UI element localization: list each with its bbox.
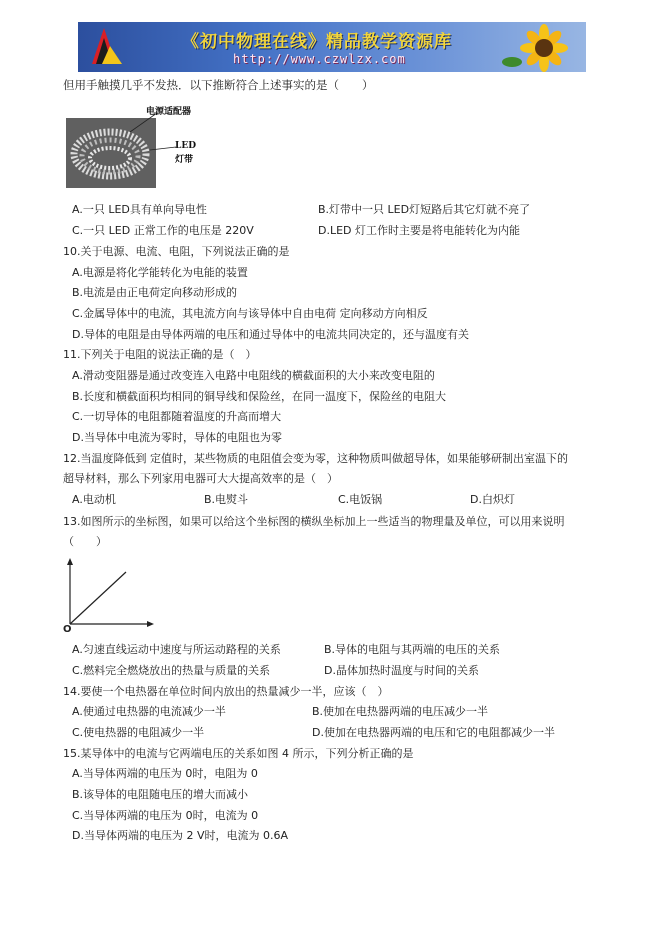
banner-title: 《初中物理在线》精品教学资源库 [182,32,452,52]
q13-coordinate-graph [60,556,160,636]
q11-option-c: C.一切导体的电阻都随着温度的升高而增大 [72,410,282,423]
q15-option-c: C.当导体两端的电压为 0时，电流为 0 [72,809,259,822]
q12-stem-line2: 超导材料，那么下列家用电器可大大提高效率的是（ ） [63,472,338,485]
q13-option-d: D.晶体加热时温度与时间的关系 [324,664,479,677]
proportional-line [70,572,126,624]
q10-stem: 10.关于电源、电流、电阻，下列说法正确的是 [63,245,290,258]
q14-option-b: B.使加在电热器两端的电压减少一半 [312,705,489,718]
banner-url: http://www.czwlzx.com [233,52,406,66]
q10-option-a: A.电源是将化学能转化为电能的装置 [72,266,248,279]
q13-stem-line2: （ ） [63,535,107,548]
question-9-stem-continuation: 但用手触摸几乎不发热．以下推断符合上述事实的是（ ） [63,78,374,92]
adapter-label: 电源适配器 [146,107,192,117]
q9-option-c: C.一只 LED 正常工作的电压是 220V [72,224,254,237]
strip-label: 灯带 [175,155,194,165]
q9-option-a: A.一只 LED具有单向导电性 [72,203,207,216]
led-label: LED [175,141,196,151]
q13-option-b: B.导体的电阻与其两端的电压的关系 [324,643,501,656]
q11-stem: 11.下列关于电阻的说法正确的是（ ） [63,348,257,361]
q14-option-d: D.使加在电热器两端的电压和它的电阻都减少一半 [312,726,555,739]
q11-option-b: B.长度和横截面积均相同的铜导线和保险丝，在同一温度下，保险丝的电阻大 [72,390,447,403]
q10-option-d: D.导体的电阻是由导体两端的电压和通过导体中的电流共同决定的，还与温度有关 [72,328,469,341]
q13-option-a: A.匀速直线运动中速度与所运动路程的关系 [72,643,281,656]
q10-option-b: B.电流是由正电荷定向移动形成的 [72,286,238,299]
x-axis-arrow-icon [147,621,154,627]
q12-option-c: C.电饭锅 [338,493,383,506]
y-axis-arrow-icon [67,558,73,565]
q13-option-c: C.燃料完全燃烧放出的热量与质量的关系 [72,664,271,677]
q12-option-b: B.电熨斗 [204,493,249,506]
led-figure-pointers [0,0,661,200]
q15-stem: 15.某导体中的电流与它两端电压的关系如图 4 所示，下列分析正确的是 [63,747,414,760]
q13-origin-label: O [63,624,72,635]
q15-option-d: D.当导体两端的电压为 2 V时，电流为 0.6A [72,829,288,842]
q9-option-d: D.LED 灯工作时主要是将电能转化为内能 [318,224,521,237]
q12-option-a: A.电动机 [72,493,116,506]
q14-option-c: C.使电热器的电阻减少一半 [72,726,205,739]
q11-option-d: D.当导体中电流为零时，导体的电阻也为零 [72,431,282,444]
q15-option-b: B.该导体的电阻随电压的增大而减小 [72,788,249,801]
q9-option-b: B.灯带中一只 LED灯短路后其它灯就不亮了 [318,203,531,216]
q14-option-a: A.使通过电热器的电流减少一半 [72,705,226,718]
q11-option-a: A.滑动变阻器是通过改变连入电路中电阻线的横截面积的大小来改变电阻的 [72,369,435,382]
q12-option-d: D.白炽灯 [470,493,515,506]
q15-option-a: A.当导体两端的电压为 0时，电阻为 0 [72,767,258,780]
q13-stem-line1: 13.如图所示的坐标图，如果可以给这个坐标图的横纵坐标加上一些适当的物理量及单位，可以用来说明 [63,515,565,528]
q14-stem: 14.要使一个电热器在单位时间内放出的热量减少一半，应该（ ） [63,685,389,698]
q12-stem-line1: 12.当温度降低到 定值时，某些物质的电阻值会变为零，这种物质叫做超导体，如果能够研制出室温下的 [63,452,568,465]
q10-option-c: C.金属导体中的电流，其电流方向与该导体中自由电荷 定向移动方向相反 [72,307,428,320]
